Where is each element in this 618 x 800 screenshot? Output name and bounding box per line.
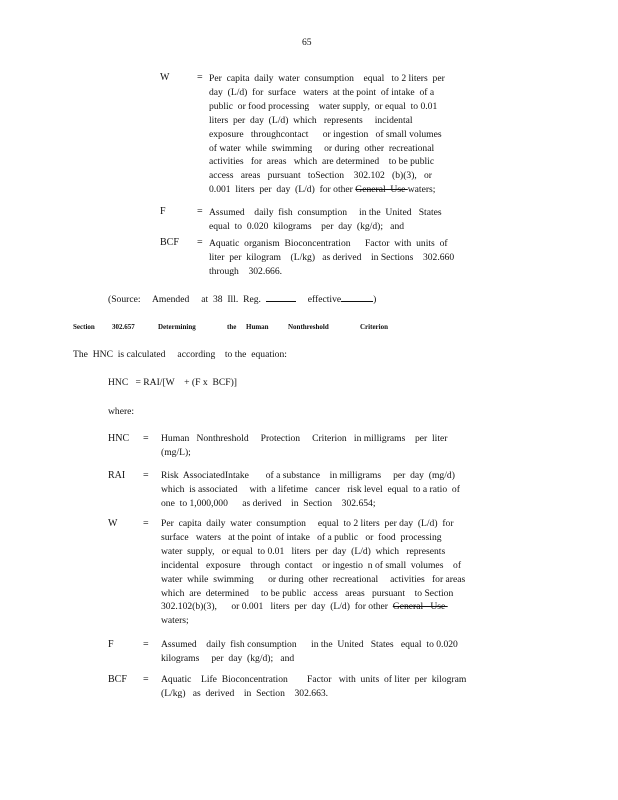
definition-hnc: Human Nonthreshold Protection Criterion in milligrams per liter (mg/L); bbox=[161, 433, 448, 458]
equation: HNC = RAI/[W + (F x BCF)] bbox=[108, 377, 237, 388]
equals-sign: = bbox=[143, 470, 149, 481]
term-bcf: BCF bbox=[108, 674, 127, 685]
definition-bcf: Aquatic Life Bioconcentration Factor with units of liter per kilogram (L/kg) as derived in Section 302.663. bbox=[161, 674, 467, 699]
equals-sign: = bbox=[197, 72, 203, 83]
source-note: (Source: Amended at 38 Ill. Reg. effective ) bbox=[108, 294, 377, 305]
blank-line bbox=[266, 292, 296, 302]
term-w: W bbox=[160, 72, 170, 83]
equals-sign: = bbox=[143, 518, 149, 529]
term-f: F bbox=[160, 206, 166, 217]
term-hnc: HNC bbox=[108, 433, 130, 444]
intro-text: The HNC is calculated according to the equation: bbox=[73, 349, 287, 360]
blank-line bbox=[341, 292, 373, 302]
definition-f: Assumed daily fish consumption in the United States equal to 0.020 kilograms per day (kg/d); and bbox=[161, 639, 458, 664]
equals-sign: = bbox=[143, 433, 149, 444]
equals-sign: = bbox=[143, 674, 149, 685]
equals-sign: = bbox=[197, 237, 203, 248]
definition-f-top: Assumed daily fish consumption in the United States equal to 0.020 kilograms per day (kg/d); and bbox=[209, 207, 442, 232]
equals-sign: = bbox=[143, 639, 149, 650]
struck-text: General Use bbox=[392, 601, 448, 613]
where-label: where: bbox=[108, 406, 135, 417]
page-number: 65 bbox=[302, 37, 312, 48]
term-f: F bbox=[108, 639, 114, 650]
term-w: W bbox=[108, 518, 118, 529]
definition-rai: Risk AssociatedIntake of a substance in milligrams per day (mg/d) which is associated with a lifetime cancer risk level equal to a ratio of one to 1,000,000 as derived in Section 302.654; bbox=[161, 470, 460, 509]
equals-sign: = bbox=[197, 206, 203, 217]
definition-bcf-top: Aquatic organism Bioconcentration Factor with units of liter per kilogram (L/kg) as derived in Sections 302.660 through 302.666. bbox=[209, 238, 455, 277]
definition-w-top: Per capita daily water consumption equal to 2 liters per day (L/d) for surface waters at the point of intake of a public or food processing water supply, or equal to 0.01 liters per day (L/d) which represents incidental exposure throughcontact or ingestion of small volumes of water while swimming or during other recreational activities for areas which are determined to be public access areas pursuant toSection 302.102 (b)(3), or 0.001 liters per day (L/d) for other General Use waters; bbox=[209, 73, 445, 196]
struck-text: General Use bbox=[355, 184, 408, 196]
definition-w: Per capita daily water consumption equal to 2 liters per day (L/d) for surface waters at the point of intake of a public or food processing water supply, or equal to 0.01 liters per day (L/d) which represents incidental exposure through contact or ingestio n of small volumes of water while swimming or during other recreational activities for areas which are determined to be public access areas pursuant to Section 302.102(b)(3), or 0.001 liters per day (L/d) for other General Use waters; bbox=[161, 518, 466, 627]
term-bcf: BCF bbox=[160, 237, 179, 248]
term-rai: RAI bbox=[108, 470, 126, 481]
